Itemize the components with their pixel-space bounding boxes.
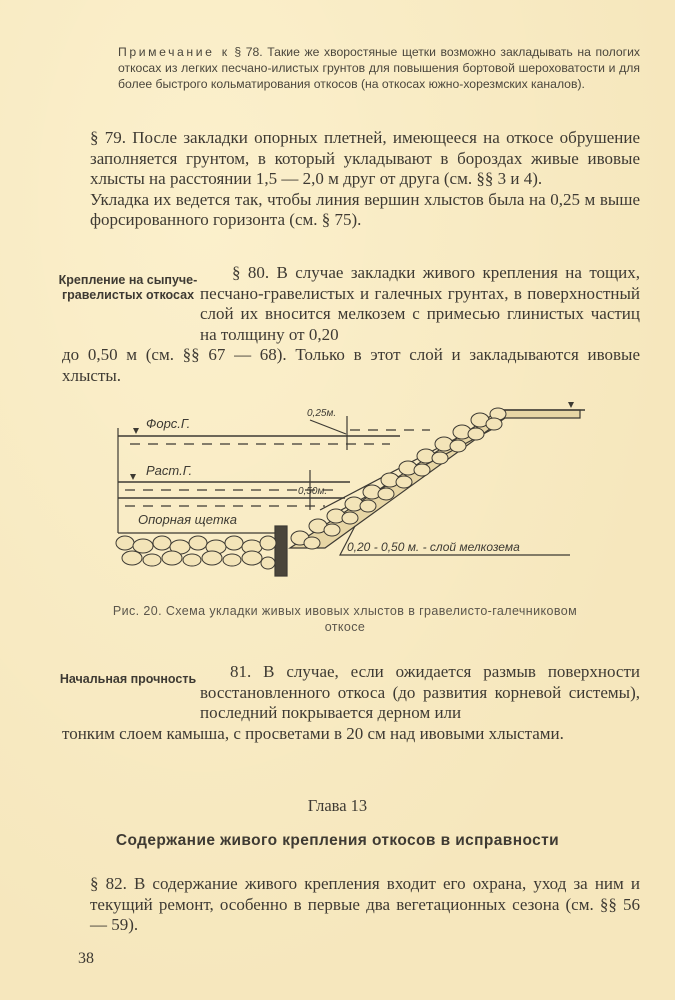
paragraph-81-first: 81. В случае, если ожидается размыв поверхности восстановленного откоса (до развития корневой системы), последний покрывается дерном или: [200, 662, 640, 722]
note-lead: Примечание к: [118, 45, 230, 59]
note-78: [118, 44, 640, 92]
paragraph-81-rest: тонким слоем камыша, с просветами в 20 см над ивовыми хлыстами.: [62, 724, 564, 743]
chapter-title: Содержание живого крепления откосов в исправности: [115, 832, 560, 849]
figure-caption: Рис. 20. Схема укладки живых ивовых хлыстов в гравелисто-галечниковом откосе: [112, 604, 578, 634]
paragraph-79: [62, 128, 640, 231]
label-dim-050: 0,50м.: [298, 486, 328, 497]
page-number: 38: [78, 950, 94, 967]
paragraph-82: [62, 874, 640, 936]
label-support-brush: Опорная щетка: [138, 512, 238, 527]
figure-20-diagram: [100, 398, 600, 586]
sidenote-81: Начальная прочность: [59, 672, 197, 686]
chapter-number: Глава 13: [307, 796, 368, 815]
paragraph-82-text: § 82. В содержание живого крепления входит его охрана, уход за ним и текущий ремонт, особенно в первые два вегетационных сезона (см. §§ 56 — 59).: [90, 874, 640, 934]
note-text: § 78. Такие же хворостяные щетки возможно закладывать на пологих откосах из легких песчано-илистых грунтов для повышения бортовой шероховатости и для более быстрого кольматирования откосов (на откосах южно-хорезмских каналов).: [118, 45, 641, 91]
label-growth-level: Раст.Г.: [146, 463, 193, 478]
label-fine-soil-layer: 0,20 - 0,50 м. - слой мелкозема: [347, 540, 520, 554]
slope-diagram-svg: [100, 398, 600, 586]
label-dim-025: 0,25м.: [307, 408, 337, 419]
paragraph-80-first: § 80. В случае закладки живого крепления на тощих, песчано-гравелистых и галечных грунтах, в поверхностный слой их вносится мелкозем с примесью глинистых частиц на толщину от 0,20: [200, 263, 640, 344]
paragraph-79-second: Укладка их ведется так, чтобы линия вершин хлыстов была на 0,25 м выше форсированного горизонта (см. § 75).: [90, 189, 640, 229]
label-forced-level: Форс.Г.: [146, 416, 191, 431]
sidenote-80: Крепление на сыпуче-гравелистых откосах: [58, 273, 198, 302]
paragraph-79-first: § 79. После закладки опорных плетней, имеющееся на откосе обрушение заполняется грунтом, в который укладывают в бороздах живые ивовые хлысты на расстоянии 1,5 — 2,0 м друг от друга (см. §§ 3 и 4).: [90, 128, 640, 188]
paragraph-80-rest: до 0,50 м (см. §§ 67 — 68). Только в этот слой и закладываются ивовые хлысты.: [62, 345, 640, 385]
